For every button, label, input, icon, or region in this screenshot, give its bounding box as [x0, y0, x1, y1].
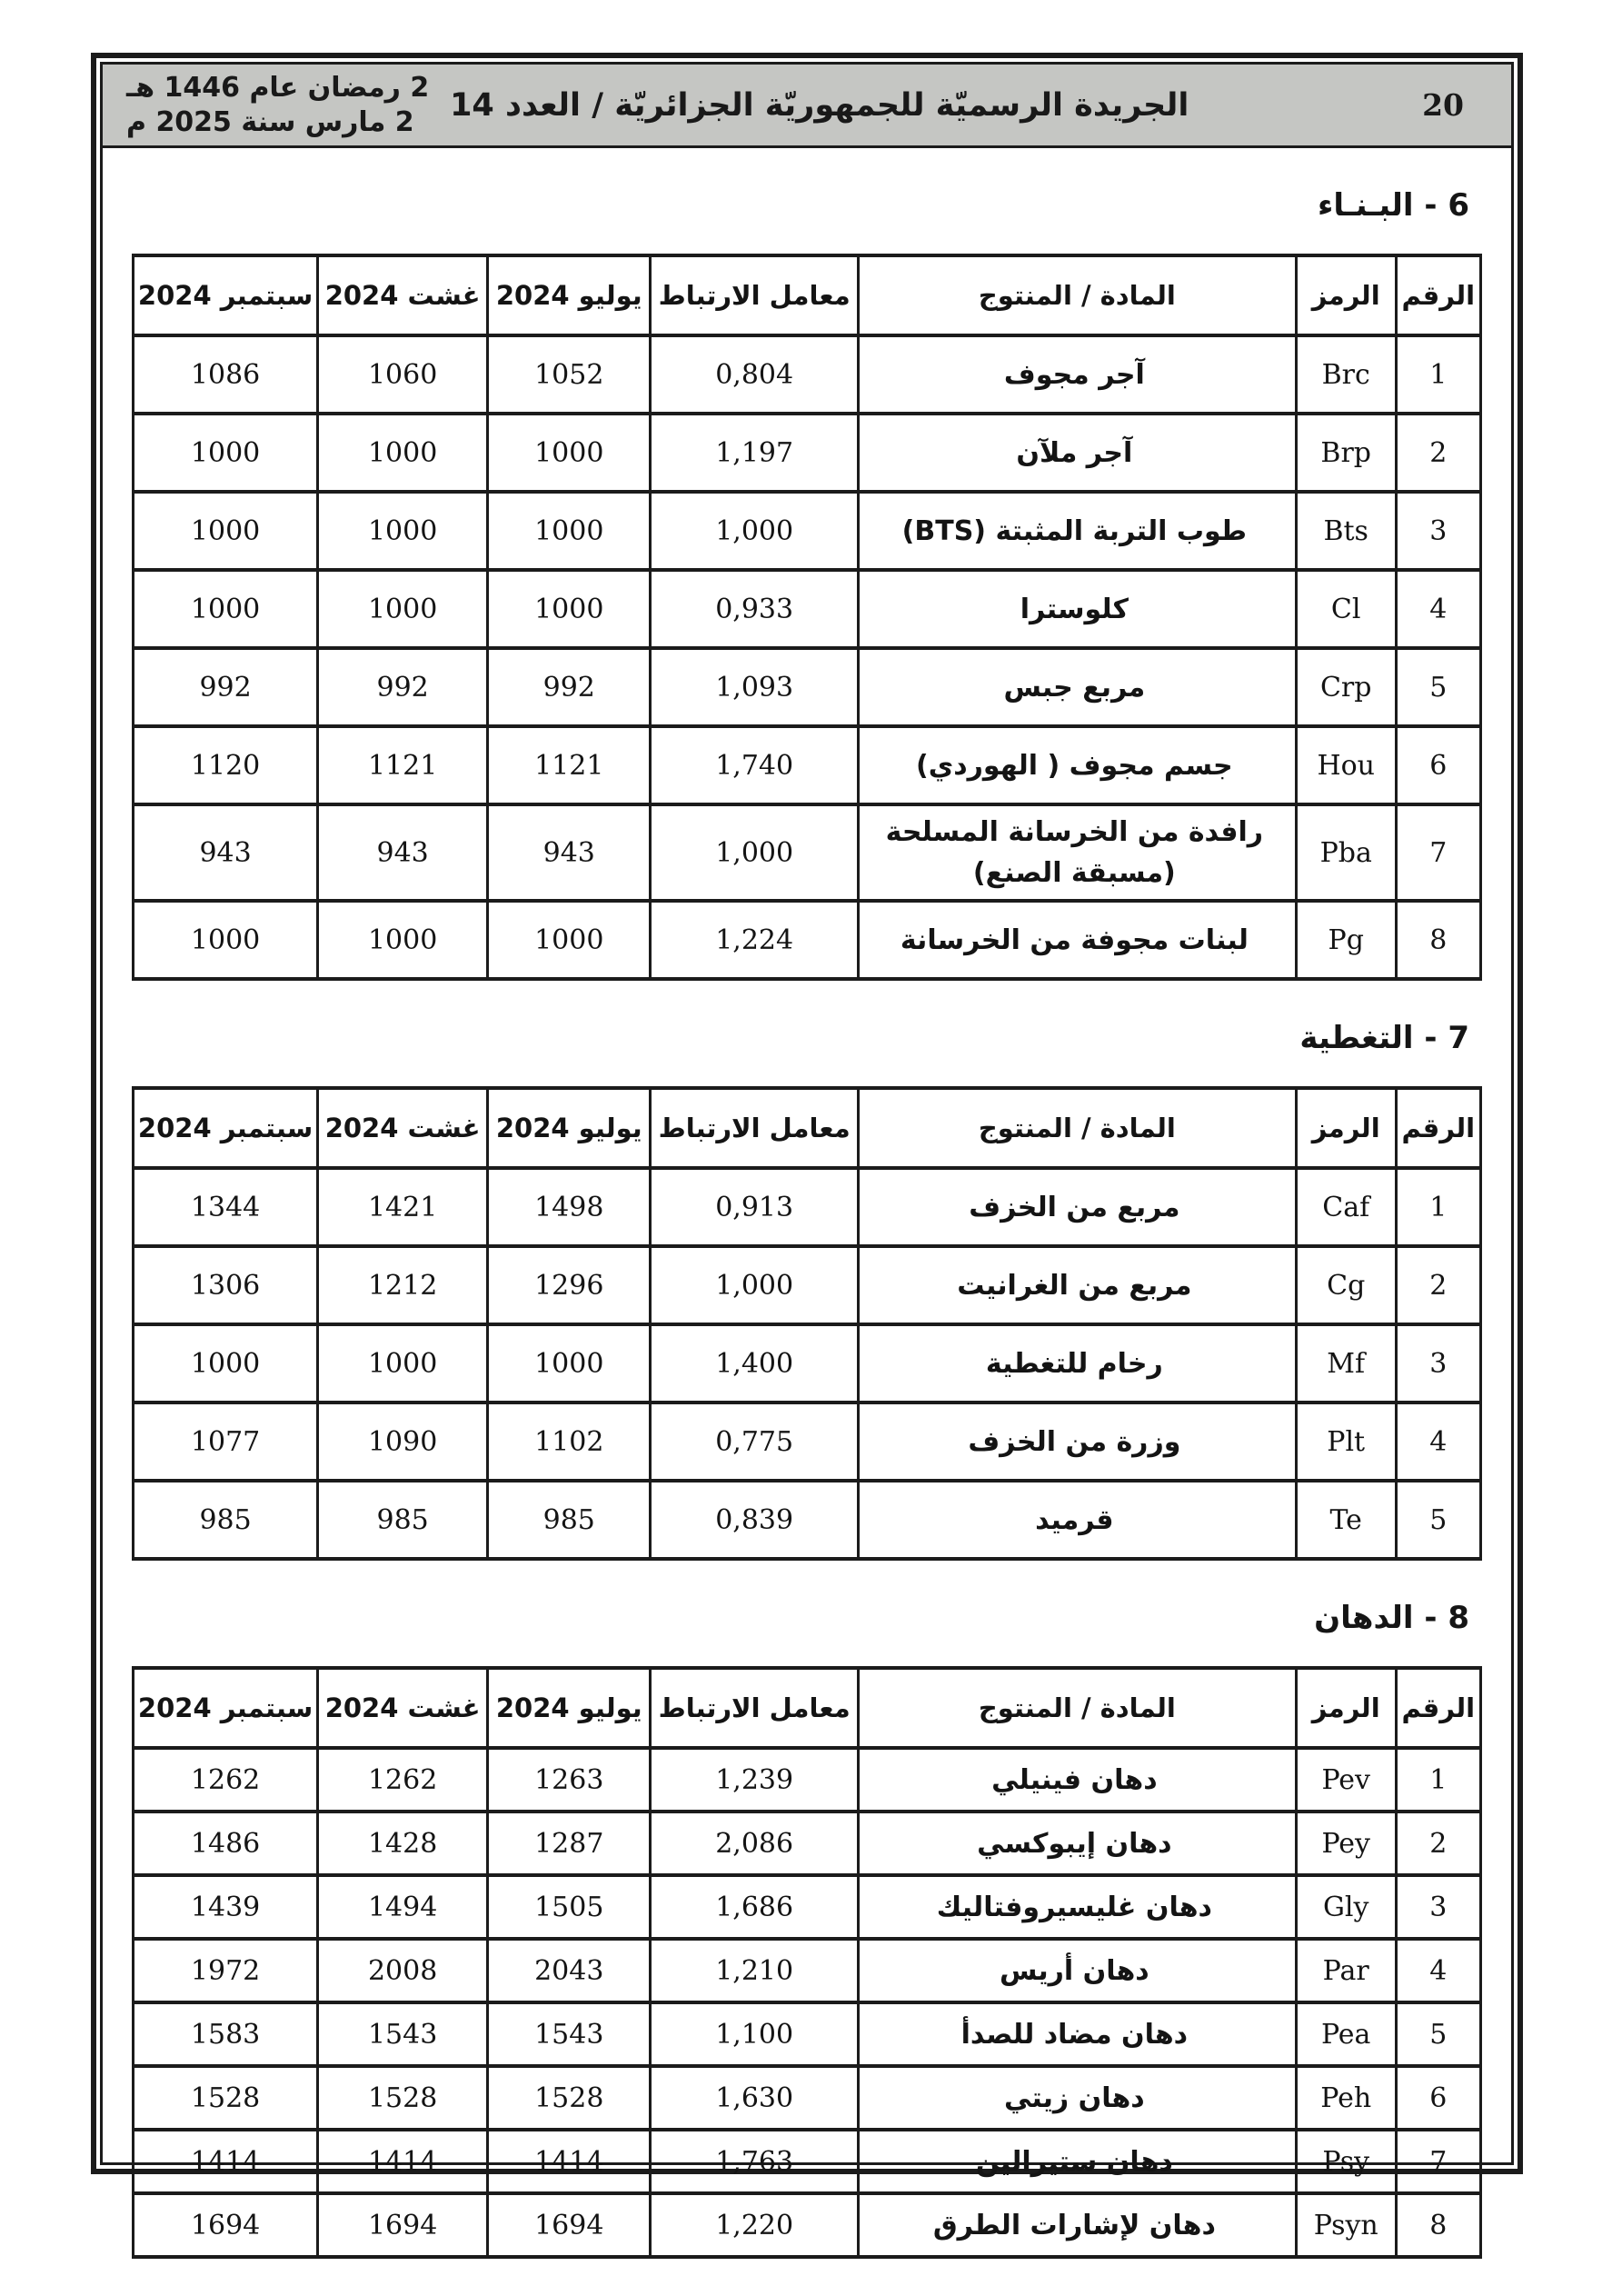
cell-september-value: 1000: [134, 1324, 318, 1403]
table-row: [134, 726, 1481, 804]
cell-product: كلوسترا: [858, 570, 1296, 648]
cell-code: Brc: [1296, 335, 1396, 414]
cell-september-value: 1000: [134, 492, 318, 570]
cell-code: Pg: [1296, 901, 1396, 979]
cell-coefficient: 0,775: [651, 1403, 858, 1481]
cell-number: 8: [1396, 2193, 1480, 2257]
cell-code: Pba: [1296, 804, 1396, 901]
cell-code: Cg: [1296, 1246, 1396, 1324]
cell-september-value: 1344: [134, 1168, 318, 1246]
cell-code: Gly: [1296, 1875, 1396, 1939]
cell-product: رخام للتغطية: [858, 1324, 1296, 1403]
column-header-product: المادة / المنتوج: [858, 1088, 1296, 1168]
cell-july-value: 1296: [488, 1246, 651, 1324]
cell-july-value: 1694: [488, 2193, 651, 2257]
cell-august-value: 1000: [318, 570, 488, 648]
page-border-inner: [100, 62, 1514, 2241]
column-header-july-2024: يوليو 2024: [488, 1668, 651, 1748]
cell-coefficient: 1,630: [651, 2066, 858, 2130]
cell-number: 5: [1396, 2002, 1480, 2066]
cell-product: مربع من الخزف: [858, 1168, 1296, 1246]
table-row: [134, 492, 1481, 570]
table-header-row: [134, 1668, 1481, 1748]
cell-july-value: 1121: [488, 726, 651, 804]
cell-september-value: 1120: [134, 726, 318, 804]
cell-september-value: 1439: [134, 1875, 318, 1939]
table-header-row: [134, 1088, 1481, 1168]
cell-number: 7: [1396, 2130, 1480, 2193]
table-row: [134, 2193, 1481, 2257]
cell-july-value: 1543: [488, 2002, 651, 2066]
masthead-bar: [103, 65, 1511, 148]
section-title: 8 - الدهان: [1314, 1600, 1469, 1636]
cell-code: Pey: [1296, 1812, 1396, 1875]
cell-code: Crp: [1296, 648, 1396, 726]
cell-august-value: 1494: [318, 1875, 488, 1939]
cell-code: Psy: [1296, 2130, 1396, 2193]
column-header-coefficient: معامل الارتباط: [651, 1668, 858, 1748]
cell-coefficient: 2,086: [651, 1812, 858, 1875]
table-row: [134, 1481, 1481, 1559]
cell-september-value: 1486: [134, 1812, 318, 1875]
cell-august-value: 1000: [318, 414, 488, 492]
cell-september-value: 1077: [134, 1403, 318, 1481]
column-header-product: المادة / المنتوج: [858, 1668, 1296, 1748]
cell-august-value: 1000: [318, 492, 488, 570]
cell-july-value: 1102: [488, 1403, 651, 1481]
cell-product: دهان غليسيروفتاليك: [858, 1875, 1296, 1939]
price-table: [132, 1666, 1482, 2259]
cell-july-value: 1505: [488, 1875, 651, 1939]
cell-product: دهان مضاد للصدأ: [858, 2002, 1296, 2066]
column-header-coefficient: معامل الارتباط: [651, 255, 858, 335]
cell-september-value: 1000: [134, 414, 318, 492]
cell-coefficient: 0,913: [651, 1168, 858, 1246]
table-row: [134, 1403, 1481, 1481]
cell-september-value: 1262: [134, 1748, 318, 1812]
cell-coefficient: 1,239: [651, 1748, 858, 1812]
cell-august-value: 1421: [318, 1168, 488, 1246]
cell-july-value: 1263: [488, 1748, 651, 1812]
cell-code: Hou: [1296, 726, 1396, 804]
cell-code: Pev: [1296, 1748, 1396, 1812]
cell-number: 1: [1396, 1748, 1480, 1812]
cell-july-value: 1528: [488, 2066, 651, 2130]
column-header-coefficient: معامل الارتباط: [651, 1088, 858, 1168]
cell-product: آجر مجوف: [858, 335, 1296, 414]
cell-product: دهان زيتي: [858, 2066, 1296, 2130]
cell-product: لبنات مجوفة من الخرسانة: [858, 901, 1296, 979]
cell-september-value: 1583: [134, 2002, 318, 2066]
cell-august-value: 1694: [318, 2193, 488, 2257]
cell-august-value: 1000: [318, 901, 488, 979]
cell-july-value: 1000: [488, 901, 651, 979]
page-border-frame: [91, 53, 1523, 2241]
cell-product: مربع من الغرانيت: [858, 1246, 1296, 1324]
cell-product: قرميد: [858, 1481, 1296, 1559]
cell-coefficient: 1,000: [651, 492, 858, 570]
price-table: [132, 254, 1482, 981]
cell-product: جسم مجوف ( الهوردي): [858, 726, 1296, 804]
cell-august-value: 1428: [318, 1812, 488, 1875]
column-header-code: الرمز: [1296, 255, 1396, 335]
cell-coefficient: 1,400: [651, 1324, 858, 1403]
cell-september-value: 1694: [134, 2193, 318, 2257]
cell-code: Brp: [1296, 414, 1396, 492]
column-header-august-2024: غشت 2024: [318, 1668, 488, 1748]
cell-august-value: 1528: [318, 2066, 488, 2130]
cell-july-value: 1000: [488, 492, 651, 570]
column-header-august-2024: غشت 2024: [318, 1088, 488, 1168]
cell-coefficient: 1,100: [651, 2002, 858, 2066]
cell-number: 5: [1396, 648, 1480, 726]
cell-product: دهان فينيلي: [858, 1748, 1296, 1812]
cell-number: 6: [1396, 726, 1480, 804]
column-header-number: الرقم: [1396, 1668, 1480, 1748]
table-row: [134, 570, 1481, 648]
cell-product: آجر ملآن: [858, 414, 1296, 492]
cell-number: 8: [1396, 901, 1480, 979]
cell-july-value: 985: [488, 1481, 651, 1559]
cell-product: دهان ستيرالين: [858, 2130, 1296, 2193]
date-gregorian: 2 مارس سنة 2025 م: [126, 105, 414, 138]
cell-product: رافدة من الخرسانة المسلحة (مسبقة الصنع): [858, 804, 1296, 901]
column-header-july-2024: يوليو 2024: [488, 255, 651, 335]
date-hijri: 2 رمضان عام 1446 هـ: [126, 72, 430, 104]
column-header-september-2024: سبتمبر 2024: [134, 1088, 318, 1168]
cell-code: Peh: [1296, 2066, 1396, 2130]
table-header-row: [134, 255, 1481, 335]
journal-title: الجريدة الرسميّة للجمهوريّة الجزائريّة / العدد 14: [450, 86, 1189, 124]
cell-september-value: 1972: [134, 1939, 318, 2002]
cell-august-value: 1543: [318, 2002, 488, 2066]
table-row: [134, 1939, 1481, 2002]
table-row: [134, 2066, 1481, 2130]
cell-july-value: 1000: [488, 414, 651, 492]
page-number: 20: [1422, 87, 1464, 123]
cell-july-value: 1000: [488, 570, 651, 648]
cell-september-value: 1000: [134, 570, 318, 648]
cell-product: دهان لإشارات الطرق: [858, 2193, 1296, 2257]
cell-september-value: 992: [134, 648, 318, 726]
cell-code: Bts: [1296, 492, 1396, 570]
cell-coefficient: 0,839: [651, 1481, 858, 1559]
cell-number: 2: [1396, 1246, 1480, 1324]
price-table: [132, 1086, 1482, 1561]
cell-july-value: 992: [488, 648, 651, 726]
cell-august-value: 2008: [318, 1939, 488, 2002]
cell-code: Pea: [1296, 2002, 1396, 2066]
cell-number: 2: [1396, 1812, 1480, 1875]
cell-number: 1: [1396, 1168, 1480, 1246]
cell-september-value: 1306: [134, 1246, 318, 1324]
cell-coefficient: 1,197: [651, 414, 858, 492]
cell-september-value: 1528: [134, 2066, 318, 2130]
cell-july-value: 1498: [488, 1168, 651, 1246]
cell-number: 5: [1396, 1481, 1480, 1559]
cell-code: Plt: [1296, 1403, 1396, 1481]
cell-code: Te: [1296, 1481, 1396, 1559]
cell-number: 1: [1396, 335, 1480, 414]
sections-container: [103, 187, 1511, 2259]
cell-code: Psyn: [1296, 2193, 1396, 2257]
cell-july-value: 1000: [488, 1324, 651, 1403]
price-section: [132, 1602, 1482, 2259]
cell-code: Caf: [1296, 1168, 1396, 1246]
column-header-number: الرقم: [1396, 255, 1480, 335]
cell-august-value: 1262: [318, 1748, 488, 1812]
cell-code: Mf: [1296, 1324, 1396, 1403]
cell-august-value: 1121: [318, 726, 488, 804]
cell-coefficient: 0,933: [651, 570, 858, 648]
cell-number: 3: [1396, 492, 1480, 570]
column-header-number: الرقم: [1396, 1088, 1480, 1168]
table-row: [134, 1246, 1481, 1324]
cell-product: دهان أريس: [858, 1939, 1296, 2002]
column-header-code: الرمز: [1296, 1088, 1396, 1168]
table-row: [134, 901, 1481, 979]
table-row: [134, 2002, 1481, 2066]
cell-august-value: 1000: [318, 1324, 488, 1403]
cell-september-value: 1086: [134, 335, 318, 414]
column-header-code: الرمز: [1296, 1668, 1396, 1748]
cell-number: 2: [1396, 414, 1480, 492]
cell-july-value: 1052: [488, 335, 651, 414]
cell-september-value: 1000: [134, 901, 318, 979]
cell-coefficient: 1,093: [651, 648, 858, 726]
cell-coefficient: 1,000: [651, 804, 858, 901]
cell-august-value: 992: [318, 648, 488, 726]
cell-product: طوب التربة المثبتة (BTS): [858, 492, 1296, 570]
cell-august-value: 1212: [318, 1246, 488, 1324]
table-row: [134, 414, 1481, 492]
cell-august-value: 985: [318, 1481, 488, 1559]
cell-september-value: 943: [134, 804, 318, 901]
cell-product: دهان إيبوكسي: [858, 1812, 1296, 1875]
cell-product: وزرة من الخزف: [858, 1403, 1296, 1481]
cell-product: مربع جبس: [858, 648, 1296, 726]
table-row: [134, 335, 1481, 414]
cell-july-value: 1414: [488, 2130, 651, 2193]
table-row: [134, 1324, 1481, 1403]
cell-number: 7: [1396, 804, 1480, 901]
cell-coefficient: 1,224: [651, 901, 858, 979]
cell-number: 4: [1396, 1403, 1480, 1481]
table-row: [134, 1875, 1481, 1939]
section-title: 7 - التغطية: [1299, 1020, 1469, 1056]
cell-code: Cl: [1296, 570, 1396, 648]
cell-coefficient: 1,000: [651, 1246, 858, 1324]
cell-coefficient: 1,686: [651, 1875, 858, 1939]
column-header-september-2024: سبتمبر 2024: [134, 255, 318, 335]
cell-coefficient: 0,804: [651, 335, 858, 414]
masthead-dates: [126, 71, 450, 139]
cell-july-value: 2043: [488, 1939, 651, 2002]
cell-coefficient: 1,740: [651, 726, 858, 804]
cell-number: 3: [1396, 1324, 1480, 1403]
cell-august-value: 943: [318, 804, 488, 901]
column-header-july-2024: يوليو 2024: [488, 1088, 651, 1168]
cell-july-value: 1287: [488, 1812, 651, 1875]
cell-number: 4: [1396, 1939, 1480, 2002]
table-row: [134, 1812, 1481, 1875]
price-section: [132, 1020, 1482, 1561]
table-row: [134, 804, 1481, 901]
table-row: [134, 1748, 1481, 1812]
cell-coefficient: 1,220: [651, 2193, 858, 2257]
cell-code: Par: [1296, 1939, 1396, 2002]
cell-number: 3: [1396, 1875, 1480, 1939]
cell-august-value: 1090: [318, 1403, 488, 1481]
cell-september-value: 1414: [134, 2130, 318, 2193]
column-header-september-2024: سبتمبر 2024: [134, 1668, 318, 1748]
price-section: [132, 187, 1482, 981]
cell-september-value: 985: [134, 1481, 318, 1559]
cell-number: 6: [1396, 2066, 1480, 2130]
table-row: [134, 2130, 1481, 2193]
cell-august-value: 1060: [318, 335, 488, 414]
table-row: [134, 1168, 1481, 1246]
section-title: 6 - البـنـاء: [1317, 187, 1469, 224]
column-header-product: المادة / المنتوج: [858, 255, 1296, 335]
cell-number: 4: [1396, 570, 1480, 648]
cell-august-value: 1414: [318, 2130, 488, 2193]
column-header-august-2024: غشت 2024: [318, 255, 488, 335]
table-row: [134, 648, 1481, 726]
cell-july-value: 943: [488, 804, 651, 901]
cell-coefficient: 1,763: [651, 2130, 858, 2193]
cell-coefficient: 1,210: [651, 1939, 858, 2002]
